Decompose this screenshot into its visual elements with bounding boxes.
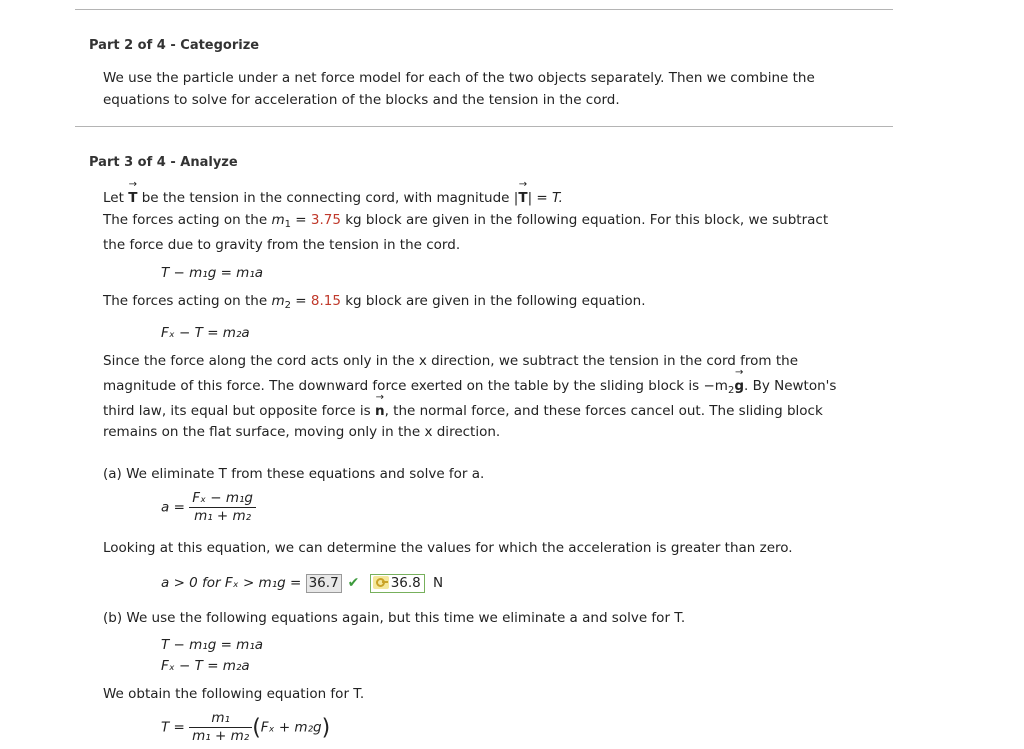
let-suffix: | = [527,190,548,206]
m2-symbol: m [271,293,285,309]
m2-value: 8.15 [310,293,341,309]
m1-symbol: m [271,212,285,228]
since-line4: remains on the flat surface, moving only in the x direction. [103,424,501,440]
since-line2-a: magnitude of this force. The downward force exerted on the table by the sliding block is −m [103,378,728,394]
since-line2 [103,378,836,396]
mid-divider [75,126,893,127]
tension-fraction [189,710,252,745]
forces2-suffix: kg block are given in the following equation. [345,293,646,309]
tension-numerator: m₁ [189,710,252,728]
part2-line1: We use the particle under a net force model for each of the two objects separately. Then we combine the [103,70,815,86]
forces2-prefix: The forces acting on the [103,293,268,309]
tension-denominator: m₁ + m₂ [192,728,250,744]
close-paren: ) [321,715,331,741]
equals-1: = [295,212,307,228]
forces1-prefix: The forces acting on the [103,212,268,228]
part2-title: Part 2 of 4 - Categorize [89,38,260,53]
answer-unit: N [433,575,444,591]
check-icon: ✔ [347,575,360,591]
part-b-intro: (b) We use the following equations again, but this time we eliminate a and solve for T. [103,610,686,626]
key-icon [373,576,389,589]
tension-vector: T → [128,190,137,206]
tension-vector-magnitude: T → [518,190,527,206]
condition-line [161,574,443,593]
b-equation-1: T − m₁g = m₁a [161,637,264,653]
condition-text: a > 0 for Fₓ > m₁g = [161,575,302,591]
accel-lhs: a = [161,499,185,516]
let-mid: be the tension in the connecting cord, with magnitude | [141,190,519,206]
forces1-line [103,212,828,230]
b-equation-2: Fₓ − T = m₂a [161,658,250,674]
gravity-vector: g → [734,378,744,394]
open-paren: ( [252,715,261,741]
normal-vector: n → [375,403,385,419]
equals-2: = [295,293,307,309]
entered-answer-box[interactable]: 36.7 [306,574,342,593]
since-line3-a: third law, its equal but opposite force is [103,403,371,419]
since-line2-sub: 2 [727,385,735,396]
m1-sub: 1 [284,219,291,230]
since-line3 [103,403,823,419]
accel-numerator: Fₓ − m₁g [189,490,256,508]
tension-symbol: T. [552,190,563,206]
tension-equation [161,710,330,745]
part2-line2: equations to solve for acceleration of the blocks and the tension in the cord. [103,92,620,108]
m1-value: 3.75 [310,212,341,228]
accel-fraction [189,490,256,525]
accel-equation [161,490,256,525]
top-divider [75,9,893,10]
tension-lhs: T = [161,719,185,736]
looking-line: Looking at this equation, we can determine the values for which the acceleration is greater than zero. [103,540,793,556]
forces2-line [103,293,646,311]
forces1-suffix: kg block are given in the following equation. For this block, we subtract [345,212,829,228]
correct-answer-box [370,574,425,593]
correct-answer-value: 36.8 [390,575,421,591]
part-a-intro: (a) We eliminate T from these equations and solve for a. [103,466,485,482]
accel-denominator: m₁ + m₂ [194,508,252,524]
since-line1: Since the force along the cord acts only in the x direction, we subtract the tension in the cord from the [103,353,799,369]
let-prefix: Let [103,190,124,206]
forces1-line2: the force due to gravity from the tension in the cord. [103,237,461,253]
part3-title: Part 3 of 4 - Analyze [89,155,238,170]
equation-2: Fₓ − T = m₂a [161,325,250,341]
m2-sub: 2 [284,300,291,311]
since-line2-b: . By Newton's [743,378,837,394]
since-line3-b: , the normal force, and these forces cancel out. The sliding block [384,403,823,419]
let-line [103,190,563,206]
obtain-line: We obtain the following equation for T. [103,686,365,702]
tension-paren-content: Fₓ + m₂g [260,719,322,736]
equation-1: T − m₁g = m₁a [161,265,264,281]
